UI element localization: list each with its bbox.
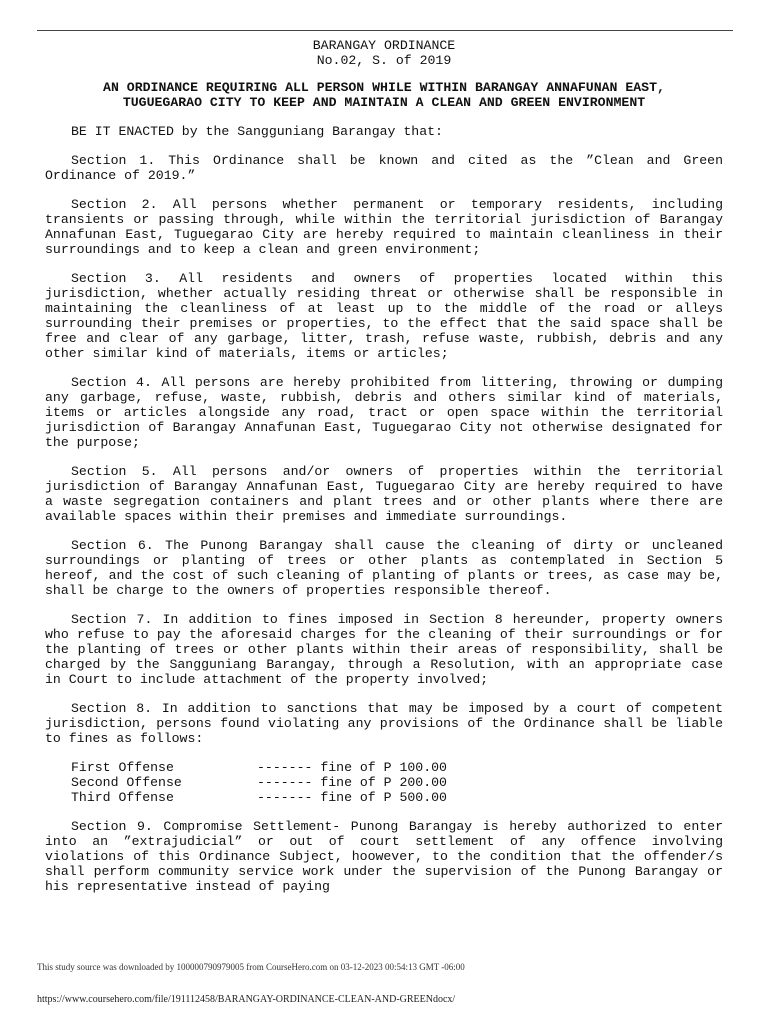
fine-dashes: ------- — [257, 760, 313, 775]
source-url[interactable]: https://www.coursehero.com/file/191112458/BARANGAY-ORDINANCE-CLEAN-AND-GREENdocx/ — [37, 994, 456, 1005]
fine-offense-label: First Offense — [71, 760, 174, 775]
fine-offense-label: Second Offense — [71, 775, 182, 790]
section-1: Section 1. This Ordinance shall be known and cited as the ”Clean and Green Ordinance of 2019.” — [45, 153, 723, 183]
ordinance-title — [45, 80, 723, 110]
section-4: Section 4. All persons are hereby prohibited from littering, throwing or dumping any garbage, refuse, waste, rubbish, debris and others similar kind of materials, items or articles alongside any road, tract or open space within the territorial jurisdiction of Barangay Annafunan East, Tuguegarao City not otherwise designated for the purpose; — [45, 375, 723, 450]
fine-dashes: ------- — [257, 790, 313, 805]
section-3: Section 3. All residents and owners of properties located within this jurisdiction, whether actually residing threat or otherwise shall be responsible in maintaining the cleanliness of at least up to the middle of the road or alleys surrounding their premises or properties, to the effect that the said space shall be free and clear of any garbage, litter, trash, refuse waste, rubbish, debris and any other similar kind of materials, items or articles; — [45, 271, 723, 361]
fine-row-second — [71, 775, 723, 790]
section-6: Section 6. The Punong Barangay shall cause the cleaning of dirty or uncleaned surroundings or planting of trees or other plants as contemplated in Section 5 hereof, and the cost of such cleaning of planting of plants or trees, as case may be, shall be charge to the owners of properties responsible thereof. — [45, 538, 723, 598]
section-8: Section 8. In addition to sanctions that may be imposed by a court of competent jurisdiction, persons found violating any provisions of the Ordinance shall be liable to fines as follows: — [45, 701, 723, 746]
ordinance-document — [45, 38, 723, 894]
ordinance-title-line-2: TUGUEGARAO CITY TO KEEP AND MAINTAIN A CLEAN AND GREEN ENVIRONMENT — [122, 95, 646, 110]
section-7: Section 7. In addition to fines imposed in Section 8 hereunder, property owners who refuse to pay the aforesaid charges for the cleaning of their surroundings or for the planting of trees or other plants within their areas of responsibility, shall be charged by the Sangguniang Barangay, through a Resolution, with an appropriate case in Court to include attachment of the property involved; — [45, 612, 723, 687]
ordinance-title-line-1: AN ORDINANCE REQUIRING ALL PERSON WHILE WITHIN BARANGAY ANNAFUNAN EAST, — [103, 80, 665, 95]
fine-row-first — [71, 760, 723, 775]
section-2: Section 2. All persons whether permanent or temporary residents, including transients or passing through, while within the territorial jurisdiction of Barangay Annafunan East, Tuguegarao City are hereby required to maintain cleanliness in their surroundings and to keep a clean and green environment; — [45, 197, 723, 257]
fine-offense-label: Third Offense — [71, 790, 174, 805]
top-rule — [37, 30, 733, 31]
download-watermark: This study source was downloaded by 100000790979005 from CourseHero.com on 03-12-2023 00:54:13 GMT -06:00 — [37, 962, 465, 972]
ordinance-number: No.02, S. of 2019 — [316, 53, 452, 68]
fine-row-third — [71, 790, 723, 805]
doc-type-heading: BARANGAY ORDINANCE — [312, 38, 456, 53]
fine-amount: fine of P 100.00 — [320, 760, 447, 775]
fines-schedule — [45, 760, 723, 805]
fine-amount: fine of P 500.00 — [320, 790, 447, 805]
section-9: Section 9. Compromise Settlement- Punong Barangay is hereby authorized to enter into an ”extrajudicial” or out of court settlement of any offence involving violations of this Ordinance Subject, hoowever, to the condition that the offender/s shall perform community service work under the supervision of the Punong Barangay or his representative instead of paying — [45, 819, 723, 894]
section-5: Section 5. All persons and/or owners of properties within the territorial jurisdiction of Barangay Annafunan East, Tuguegarao City are hereby required to have a waste segregation containers and plant trees and or other plants where there are available spaces within their premises and immediate surroundings. — [45, 464, 723, 524]
enacting-clause: BE IT ENACTED by the Sangguniang Barangay that: — [71, 124, 443, 139]
fine-amount: fine of P 200.00 — [320, 775, 447, 790]
fine-dashes: ------- — [257, 775, 313, 790]
